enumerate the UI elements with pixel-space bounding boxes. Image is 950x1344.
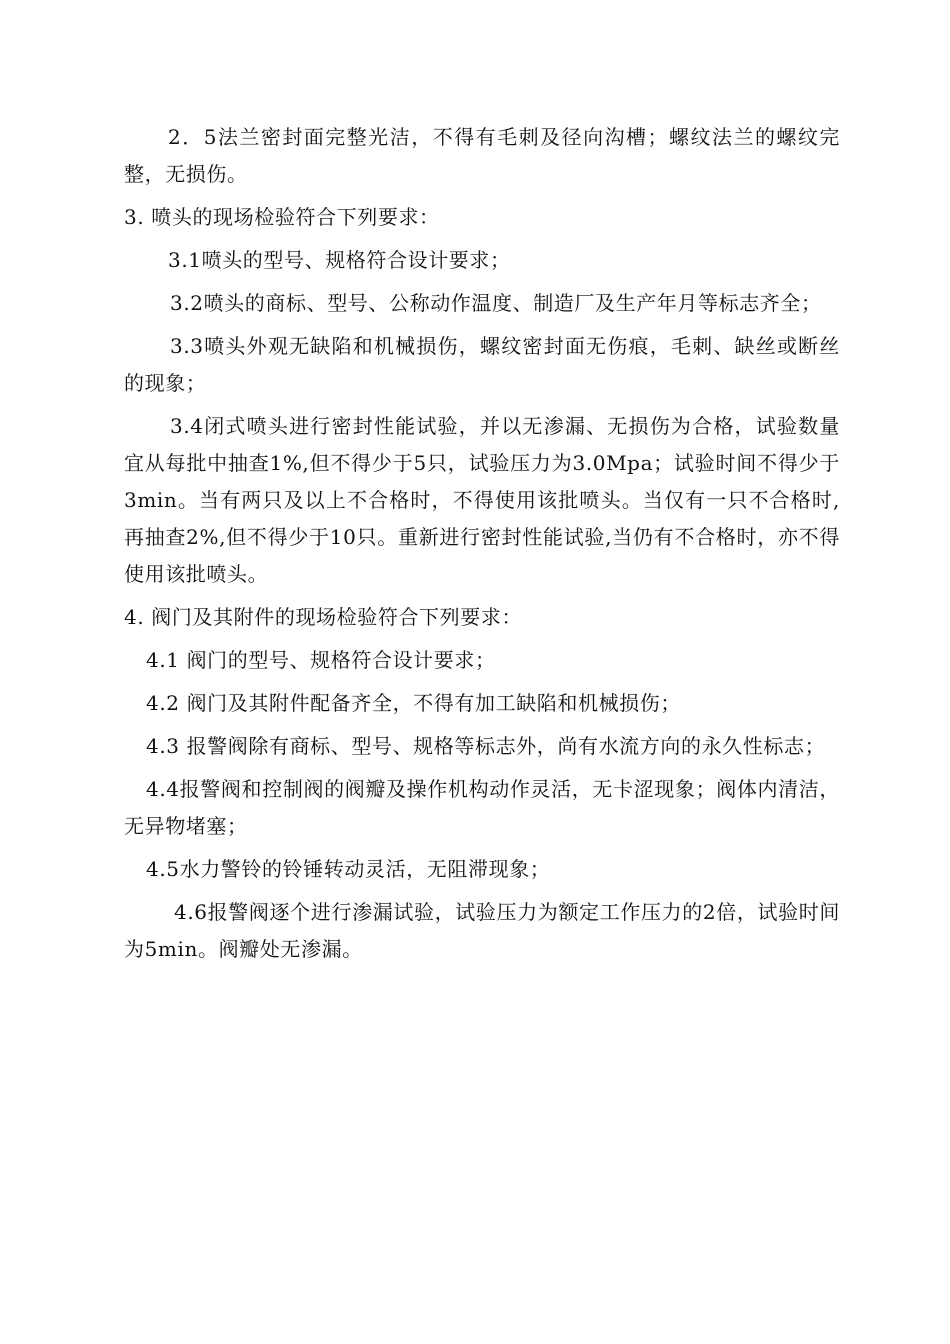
document-body (124, 119, 840, 974)
paragraph-4-2: 4.2 阀门及其附件配备齐全，不得有加工缺陷和机械损伤； (146, 691, 681, 715)
paragraph-3-1: 3.1喷头的型号、规格符合设计要求； (168, 248, 511, 272)
paragraph-4-1: 4.1 阀门的型号、规格符合设计要求； (146, 648, 496, 672)
paragraph-4-6: 4.6报警阀逐个进行渗漏试验，试验压力为额定工作压力的2倍，试验时间为5min。阀瓣处无渗漏。 (124, 900, 840, 961)
paragraph-3-4: 3.4闭式喷头进行密封性能试验，并以无渗漏、无损伤为合格，试验数量宜从每批中抽查1%,但不得少于5只，试验压力为3.0Mpa；试验时间不得少于3min。当有两只及以上不合格时，不得使用该批喷头。当仅有一只不合格时,再抽查2%,但不得少于10只。重新进行密封性能试验,当仍有不合格时，亦不得使用该批喷头。 (124, 414, 840, 586)
paragraph-3-3: 3.3喷头外观无缺陷和机械损伤，螺纹密封面无伤痕，毛刺、缺丝或断丝的现象； (124, 334, 840, 395)
paragraph-4-4: 4.4报警阀和控制阀的阀瓣及操作机构动作灵活，无卡涩现象；阀体内清洁，无异物堵塞； (124, 777, 840, 838)
section-3-heading: 3. 喷头的现场检验符合下列要求： (124, 205, 440, 229)
paragraph-3-2: 3.2喷头的商标、型号、公称动作温度、制造厂及生产年月等标志齐全； (170, 291, 822, 315)
paragraph-2-5: 2．5法兰密封面完整光洁，不得有毛刺及径向沟槽；螺纹法兰的螺纹完整，无损伤。 (124, 125, 840, 186)
section-4-heading: 4. 阀门及其附件的现场检验符合下列要求： (124, 605, 523, 629)
paragraph-4-5: 4.5水力警铃的铃锤转动灵活，无阻滞现象； (146, 857, 551, 881)
paragraph-4-3: 4.3 报警阀除有商标、型号、规格等标志外，尚有水流方向的永久性标志； (146, 734, 826, 758)
